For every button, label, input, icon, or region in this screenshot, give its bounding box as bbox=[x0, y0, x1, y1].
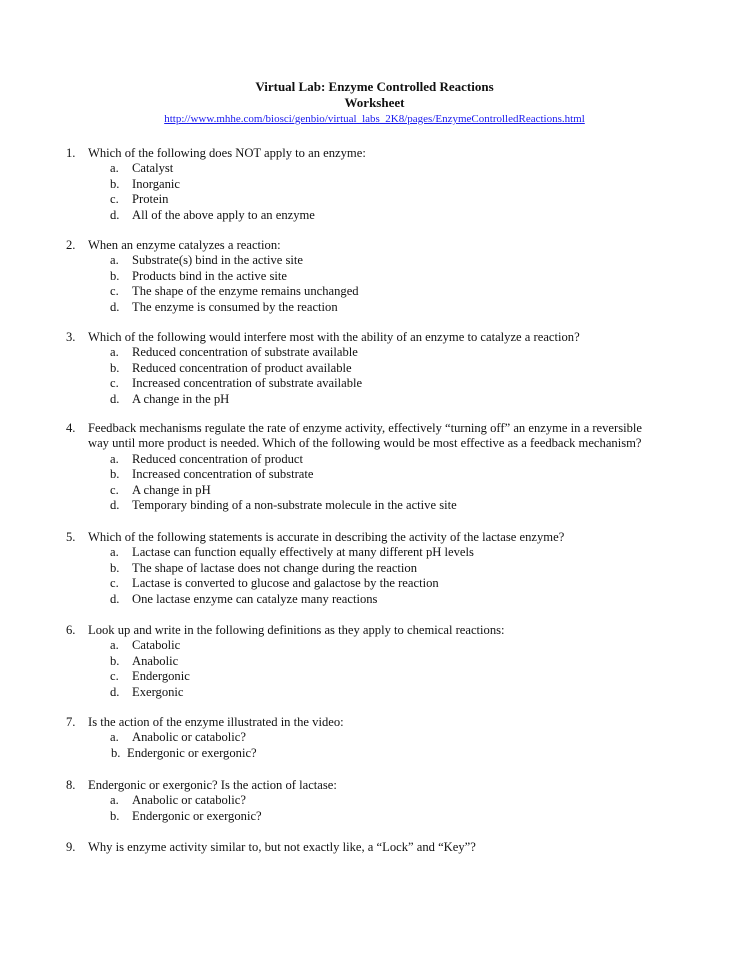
option-a bbox=[66, 793, 706, 808]
option-c bbox=[66, 669, 706, 684]
option-letter: b. bbox=[110, 808, 120, 823]
option-letter: a. bbox=[110, 793, 119, 808]
option-list bbox=[66, 452, 706, 514]
option-letter: c. bbox=[110, 284, 119, 299]
option-a bbox=[66, 345, 706, 360]
question-1 bbox=[66, 146, 706, 223]
option-a bbox=[66, 452, 706, 467]
question-7 bbox=[66, 715, 706, 761]
option-list bbox=[66, 545, 706, 607]
option-letter: c. bbox=[110, 192, 119, 207]
question-6 bbox=[66, 623, 706, 700]
question-number: 9. bbox=[66, 840, 76, 854]
option-letter: c. bbox=[110, 482, 119, 497]
option-b bbox=[66, 467, 706, 482]
option-text: Endergonic or exergonic? bbox=[132, 808, 262, 823]
option-letter: a. bbox=[110, 638, 119, 653]
option-text: Lactase can function equally effectively at many different pH levels bbox=[132, 545, 474, 560]
question-text: Is the action of the enzyme illustrated in the video: bbox=[88, 715, 344, 729]
option-letter: b. bbox=[110, 360, 120, 375]
question-2 bbox=[66, 238, 706, 315]
question-text: Why is enzyme activity similar to, but not exactly like, a “Lock” and “Key”? bbox=[88, 840, 476, 854]
option-text: Reduced concentration of product available bbox=[132, 360, 352, 375]
option-letter: a. bbox=[110, 345, 119, 360]
option-text: Increased concentration of substrate available bbox=[132, 376, 363, 391]
option-text: Inorganic bbox=[132, 176, 181, 191]
question-text: When an enzyme catalyzes a reaction: bbox=[88, 238, 281, 252]
option-b bbox=[66, 561, 706, 576]
option-letter: d. bbox=[110, 207, 120, 222]
question-text-line-1: Feedback mechanisms regulate the rate of enzyme activity, effectively “turning off” an enzyme in a reversible bbox=[88, 421, 643, 435]
question-number: 7. bbox=[66, 715, 76, 729]
option-list bbox=[66, 345, 706, 407]
option-a bbox=[66, 253, 706, 268]
option-c bbox=[66, 576, 706, 591]
option-b bbox=[66, 269, 706, 284]
question-3 bbox=[66, 330, 706, 407]
option-text: Anabolic or catabolic? bbox=[132, 793, 246, 808]
option-d bbox=[66, 685, 706, 700]
option-letter: b. bbox=[111, 745, 121, 760]
option-letter: d. bbox=[110, 591, 120, 606]
question-number: 4. bbox=[66, 421, 76, 435]
question-number: 1. bbox=[66, 146, 76, 160]
option-d bbox=[66, 392, 706, 407]
question-8 bbox=[66, 778, 706, 824]
option-text: Reduced concentration of product bbox=[132, 451, 303, 466]
option-text: Catabolic bbox=[132, 638, 181, 653]
question-number: 6. bbox=[66, 623, 76, 637]
option-text: The shape of the enzyme remains unchanged bbox=[132, 284, 359, 299]
option-text: Protein bbox=[132, 192, 169, 207]
option-text: Products bind in the active site bbox=[132, 268, 287, 283]
option-d bbox=[66, 300, 706, 315]
option-b bbox=[66, 654, 706, 669]
option-text: Temporary binding of a non-substrate molecule in the active site bbox=[132, 497, 457, 512]
option-letter: a. bbox=[110, 730, 119, 745]
question-text: Which of the following does NOT apply to an enzyme: bbox=[88, 146, 366, 160]
option-a bbox=[66, 545, 706, 560]
option-c bbox=[66, 483, 706, 498]
option-text: Substrate(s) bind in the active site bbox=[132, 253, 304, 268]
question-text: Look up and write in the following definitions as they apply to chemical reactions: bbox=[88, 623, 505, 637]
option-list bbox=[66, 638, 706, 700]
option-text: Endergonic bbox=[132, 669, 190, 684]
option-letter: a. bbox=[110, 253, 119, 268]
option-a bbox=[66, 638, 706, 653]
option-d bbox=[66, 498, 706, 513]
option-list bbox=[66, 793, 706, 824]
option-c bbox=[66, 284, 706, 299]
question-text-line-2: way until more product is needed. Which of the following would be most effective as a feedback mechanism? bbox=[88, 436, 642, 451]
question-number: 5. bbox=[66, 530, 76, 544]
option-letter: d. bbox=[110, 684, 120, 699]
option-letter: b. bbox=[110, 467, 120, 482]
question-number: 3. bbox=[66, 330, 76, 344]
option-letter: a. bbox=[110, 545, 119, 560]
option-list bbox=[66, 730, 706, 761]
option-letter: b. bbox=[110, 653, 120, 668]
option-text: Endergonic or exergonic? bbox=[127, 745, 257, 760]
option-letter: b. bbox=[110, 268, 120, 283]
option-letter: b. bbox=[110, 560, 120, 575]
question-9 bbox=[66, 840, 706, 855]
option-b bbox=[66, 361, 706, 376]
page-title: Virtual Lab: Enzyme Controlled Reactions bbox=[255, 79, 494, 94]
option-text: Catalyst bbox=[132, 161, 174, 176]
question-5 bbox=[66, 530, 706, 607]
option-letter: d. bbox=[110, 299, 120, 314]
option-text: Exergonic bbox=[132, 684, 184, 699]
option-text: The shape of lactase does not change during the reaction bbox=[132, 560, 417, 575]
option-a bbox=[66, 730, 706, 745]
page-subtitle: Worksheet bbox=[344, 95, 405, 110]
option-letter: b. bbox=[110, 176, 120, 191]
option-text: Anabolic bbox=[132, 653, 179, 668]
option-text: Anabolic or catabolic? bbox=[132, 730, 246, 745]
option-text: A change in the pH bbox=[132, 391, 230, 406]
option-text: A change in pH bbox=[132, 482, 211, 497]
option-letter: d. bbox=[110, 497, 120, 512]
question-text: Endergonic or exergonic? Is the action of lactase: bbox=[88, 778, 337, 792]
option-letter: c. bbox=[110, 576, 119, 591]
option-text: Reduced concentration of substrate available bbox=[132, 345, 358, 360]
option-list bbox=[66, 253, 706, 315]
option-letter: a. bbox=[110, 451, 119, 466]
option-letter: d. bbox=[110, 391, 120, 406]
option-text: The enzyme is consumed by the reaction bbox=[132, 299, 338, 314]
option-b bbox=[66, 177, 706, 192]
option-text: One lactase enzyme can catalyze many reactions bbox=[132, 591, 378, 606]
question-number: 2. bbox=[66, 238, 76, 252]
option-c bbox=[66, 376, 706, 391]
option-letter: c. bbox=[110, 376, 119, 391]
question-text: Which of the following statements is accurate in describing the activity of the lactase enzyme? bbox=[88, 530, 565, 544]
option-a bbox=[66, 161, 706, 176]
source-link[interactable]: http://www.mhhe.com/biosci/genbio/virtual_labs_2K8/pages/EnzymeControlledReactions.html bbox=[164, 113, 585, 125]
option-letter: a. bbox=[110, 161, 119, 176]
option-list bbox=[66, 161, 706, 223]
question-4 bbox=[66, 421, 706, 513]
option-b bbox=[66, 746, 706, 761]
question-text: Which of the following would interfere most with the ability of an enzyme to catalyze a reaction? bbox=[88, 330, 580, 344]
option-d bbox=[66, 208, 706, 223]
option-d bbox=[66, 592, 706, 607]
option-c bbox=[66, 192, 706, 207]
option-b bbox=[66, 809, 706, 824]
question-number: 8. bbox=[66, 778, 76, 792]
option-letter: c. bbox=[110, 669, 119, 684]
option-text: Increased concentration of substrate bbox=[132, 467, 314, 482]
option-text: All of the above apply to an enzyme bbox=[132, 207, 315, 222]
option-text: Lactase is converted to glucose and galactose by the reaction bbox=[132, 576, 439, 591]
